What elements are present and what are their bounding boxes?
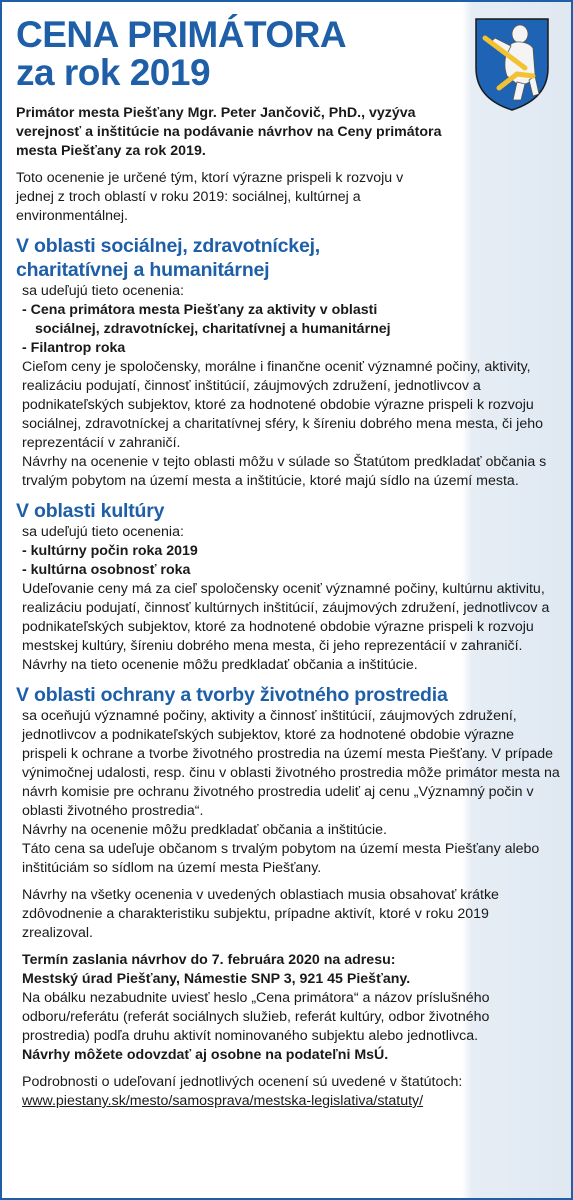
details-note: Podrobnosti o udeľovaní jednotlivých ocenení sú uvedené v štatútoch: <box>22 1074 463 1090</box>
section-culture-body: Udeľovanie ceny má za cieľ spoločensky oceniť významné počiny, kultúrnu aktivitu, realizáciu podujatí, činnosť kultúrnych inštitúcií, záujmových združení, jednotlivcov a podnikateľských subjektov, ktoré za hodnotené obdobie výrazne prispeli k rozvoju mestskej kultúry, šíreniu dobrého mena mesta, či jeho reprezentácií v zahraničí. <box>22 581 550 654</box>
section-culture-heading: V oblasti kultúry <box>16 500 165 522</box>
page-title <box>16 16 561 92</box>
section-culture-award-1: - kultúrny počin roka 2019 <box>22 543 198 559</box>
title-line-1: CENA PRIMÁTORA <box>16 14 347 55</box>
section-environment-note: Táto cena sa udeľuje občanom s trvalým pobytom na území mesta Piešťany alebo inštitúciám so sídlom na území mesta Piešťany. <box>22 841 540 876</box>
section-social-award-1-line-2: sociálnej, zdravotníckej, charitatívnej a humanitárnej <box>35 321 391 337</box>
section-culture-award-2: - kultúrna osobnosť roka <box>22 562 191 578</box>
section-social-heading <box>16 234 561 282</box>
section-social-award-2: - Filantrop roka <box>22 340 126 356</box>
section-social-intro: sa udeľujú tieto ocenenia: <box>22 283 184 299</box>
section-environment-proposals: Návrhy na ocenenie môžu predkladať občania a inštitúcie. <box>22 822 387 838</box>
envelope-instructions: Na obálku nezabudnite uviesť heslo „Cena primátora“ a názov príslušného odboru/referátu (referát sociálnych služieb, referát kultúry, odbor životného prostredia) podľa druhu aktivít nominovaného subjektu alebo jednotlivca. <box>22 990 490 1044</box>
section-social-proposals: Návrhy na ocenenie v tejto oblasti môžu v súlade so Štatútom predkladať občania s trvalým pobytom na území mesta a inštitúcie, ktoré majú sídlo na území mesta. <box>22 454 547 489</box>
in-person-note: Návrhy môžete odovzdať aj osobne na podateľni MsÚ. <box>22 1047 389 1063</box>
section-social-heading-line-1: V oblasti sociálnej, zdravotníckej, <box>16 235 321 257</box>
section-social-body: Cieľom ceny je spoločensky, morálne i finančne oceniť významné počiny, aktivity, realizáciu podujatí, činnosť inštitúcií, záujmových združení, jednotlivcov a podnikateľských subjektov, ktoré za hodnotené obdobie výrazne prispeli k rozvoju sociálnej, zdravotníckej a charitatívnej sféry, k šíreniu dobrého mena mesta, či jeho reprezentácií v zahraničí. <box>22 359 543 451</box>
section-social-heading-line-2: charitatívnej a humanitárnej <box>16 259 270 281</box>
statutes-link[interactable]: www.piestany.sk/mesto/samosprava/mestska-legislativa/statuty/ <box>22 1093 424 1109</box>
deadline-line-1: Termín zaslania návrhov do 7. februára 2020 na adresu: <box>22 952 396 968</box>
deadline-address: Mestský úrad Piešťany, Námestie SNP 3, 921 45 Piešťany. <box>22 971 411 987</box>
section-culture-proposals: Návrhy na tieto ocenenie môžu predkladať občania a inštitúcie. <box>22 657 418 673</box>
title-line-2: za rok 2019 <box>16 52 211 93</box>
section-culture <box>16 523 561 675</box>
section-environment-body: sa oceňujú významné počiny, aktivity a činnosť inštitúcií, záujmových združení, jednotlivcov a podnikateľských subjektov, ktoré za hodnotené obdobie výrazne prispeli k ochrane a tvorbe životného prostredia na území mesta Piešťany. V prípade výnimočnej udalosti, resp. činu v oblasti životného prostredia môže primátor mesta na návrh komisie pre ochranu životného prostredia udeliť aj cenu „Významný počin v oblasti životného prostredia“. <box>22 708 560 819</box>
section-culture-intro: sa udeľujú tieto ocenenia: <box>22 524 184 540</box>
section-environment-heading: V oblasti ochrany a tvorby životného prostredia <box>16 684 448 706</box>
section-social <box>16 282 561 491</box>
intro-text: Toto ocenenie je určené tým, ktorí výrazne prispeli k rozvoju v jednej z troch oblastí v roku 2019: sociálnej, kultúrnej a environmentálnej. <box>16 170 404 224</box>
section-environment <box>16 707 561 1111</box>
section-social-award-1-line-1: - Cena primátora mesta Piešťany za aktivity v oblasti <box>22 302 378 318</box>
intro-lead: Primátor mesta Piešťany Mgr. Peter Jančovič, PhD., vyzýva verejnosť a inštitúcie na podávanie návrhov na Ceny primátora mesta Piešťany za rok 2019. <box>16 105 442 159</box>
closing-requirements: Návrhy na všetky ocenenia v uvedených oblastiach musia obsahovať krátke zdôvodnenie a charakteristiku subjektu, prípadne aktivít, ktoré v roku 2019 zrealizoval. <box>22 887 499 941</box>
